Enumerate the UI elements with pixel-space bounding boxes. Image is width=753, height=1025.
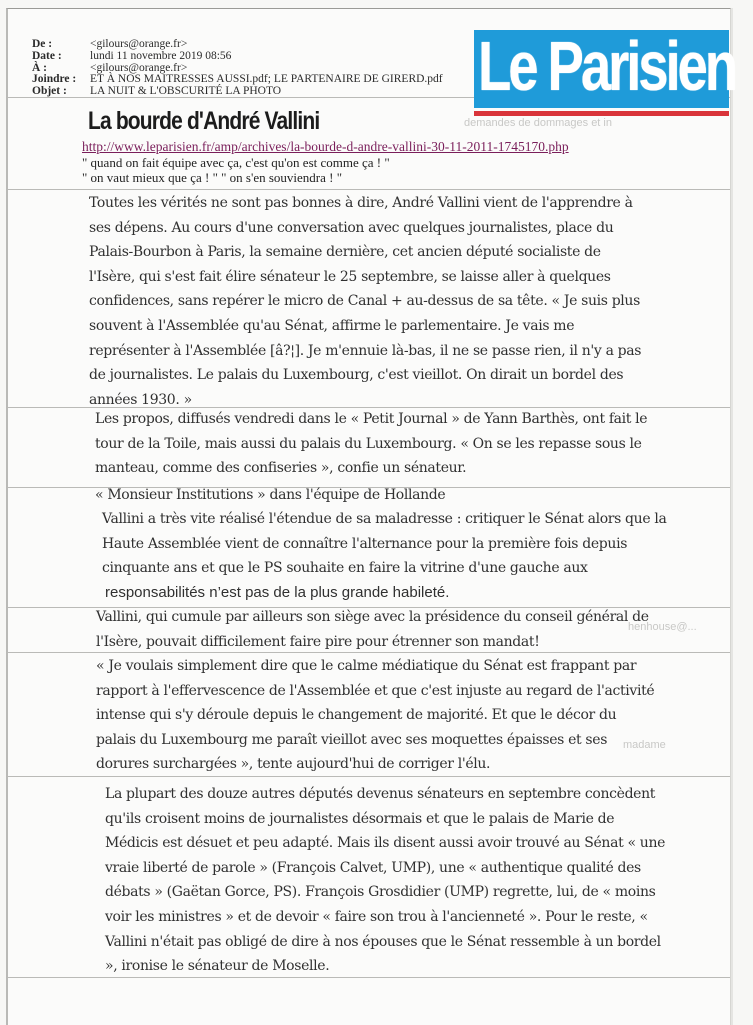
text-line: l'Isère, pouvait difficilement faire pire pour étrenner son mandat! [96,633,540,650]
text-line: tour de la Toile, mais aussi du palais du Luxembourg. « On se les repasse sous le [95,435,642,452]
le-parisien-logo [474,27,736,116]
text-line: confidences, sans repérer le micro de Canal + au-dessus de sa tête. « Je suis plus [89,293,640,310]
text-line: « Je voulais simplement dire que le calme médiatique du Sénat est frappant par [96,658,637,674]
article-paragraph [95,407,647,481]
field-label: Joindre : [32,73,77,86]
article-title: La bourde d'André Vallini [88,107,320,135]
text-line: intense qui s'y déroule depuis le changement de majorité. Et que le décor du [96,707,617,724]
text-line: l'Isère, qui s'est fait élire sénateur le 25 septembre, se laisse aller à quelques [89,268,611,285]
text-line: Vallini a très vite réalisé l'étendue de sa maladresse : critiquer le Sénat alors que la [102,511,667,527]
bleed-through-text: demandes de dommages et in [464,117,612,129]
text-line: Médicis est désuet et peu adapté. Mais ils disent aussi avoir trouvé au Sénat « une [105,835,666,852]
article-subheading [95,483,445,508]
to-value: <gilours@orange.fr> [90,61,188,74]
field-label: De : [32,38,53,50]
date-value: lundi 11 novembre 2019 08:56 [90,49,232,62]
text-line: années 1930. » [89,391,192,408]
field-label: Objet : [32,85,67,98]
article-link[interactable]: http://www.leparisien.fr/amp/archives/la-bourde-d-andre-vallini-30-11-2011-1745170.php [82,139,569,154]
text-line: représenter à l'Assemblée [â?¦]. Je m'ennuie là-bas, il ne se passe rien, il n'y a pas [89,342,642,359]
article-paragraph [102,507,667,581]
article-paragraph [105,581,449,606]
text-line: dorures surchargées », tente aujourd'hui de corriger l'élu. [96,756,491,773]
text-line: vraie liberté de parole » (François Calvet, UMP), une « authentique qualité des [105,859,641,876]
scanned-page [6,8,736,1025]
text-line: débats » (Gaëtan Gorce, PS). François Grosdidier (UMP) regrette, lui, de « moins [105,884,656,901]
article-paragraph [89,191,641,412]
text-line: voir les ministres » et de devoir « faire son trou à l'ancienneté ». Pour le reste, « [105,908,648,925]
text-line: ses dépens. Au cours d'une conversation avec quelques journalistes, place du [89,219,614,236]
field-label: Date : [32,49,62,62]
article-paragraph [96,605,649,654]
text-line: Palais-Bourbon à Paris, la semaine dernière, cet ancien député socialiste de [89,244,601,261]
text-line: palais du Luxembourg me paraît vieillot avec ses moquettes épaisses et ses [96,731,608,748]
text-line: Vallini n'était pas obligé de dire à nos épouses que le Sénat ressemble à un bordel [105,933,661,950]
email-header-row-date [32,51,443,63]
quote-line: " quand on fait équipe avec ça, c'est qu'on est comme ça ! " [82,155,390,170]
subheading-text: « Monsieur Institutions » dans l'équipe de Hollande [95,487,446,503]
text-line: Toutes les vérités ne sont pas bonnes à dire, André Vallini vient de l'apprendre à [89,195,633,211]
article-paragraph [96,654,654,777]
text-line: manteau, comme des confiseries », confie un sénateur. [95,460,467,477]
text-line: de journalistes. Le palais du Luxembourg, c'est vieillot. On dirait un bordel des [89,367,624,384]
text-line: Haute Assemblée vient de connaître l'alternance pour la première fois depuis [102,535,628,552]
text-line: souvent à l'Assemblée qu'au Sénat, affirme le parlementaire. Je vais me [89,317,575,334]
text-line: Les propos, diffusés vendredi dans le « Petit Journal » de Yann Barthès, ont fait le [95,411,648,427]
logo-text: Le Parisien [478,27,736,105]
quote-line: " on vaut mieux que ça ! " " on s'en souviendra ! " [82,170,343,185]
logo-red-stripe [474,111,729,116]
field-label: À : [32,61,48,74]
bleed-through-text: madame [623,739,666,751]
email-header-row-subject [32,86,443,98]
text-line: La plupart des douze autres députés devenus sénateurs en septembre concèdent [105,786,656,802]
text-line: Vallini, qui cumule par ailleurs son siège avec la présidence du conseil général de [96,609,649,625]
text-line: responsabilités n’est pas de la plus grande habileté. [105,584,450,601]
text-line: qu'ils croisent moins de journalistes désormais et que le palais de Marie de [105,810,615,827]
article-paragraph [105,782,665,979]
bleed-through-text: henhouse@... [628,621,697,633]
attachments-value: ET À NOS MAITRESSES AUSSI.pdf; LE PARTENAIRE DE GIRERD.pdf [90,73,443,86]
text-line: rapport à l'effervescence de l'Assemblée et que c'est injuste au regard de l'activité [96,682,655,699]
strip-edge [8,189,730,190]
from-value: <gilours@orange.fr> [90,38,188,50]
subject-value: LA NUIT & L'OBSCURITÉ LA PHOTO [90,85,282,98]
email-header [32,39,443,98]
text-line: cinquante ans et que le PS souhaite en faire la vitrine d'une gauche aux [102,560,588,577]
text-line: », ironise le sénateur de Moselle. [105,958,330,975]
